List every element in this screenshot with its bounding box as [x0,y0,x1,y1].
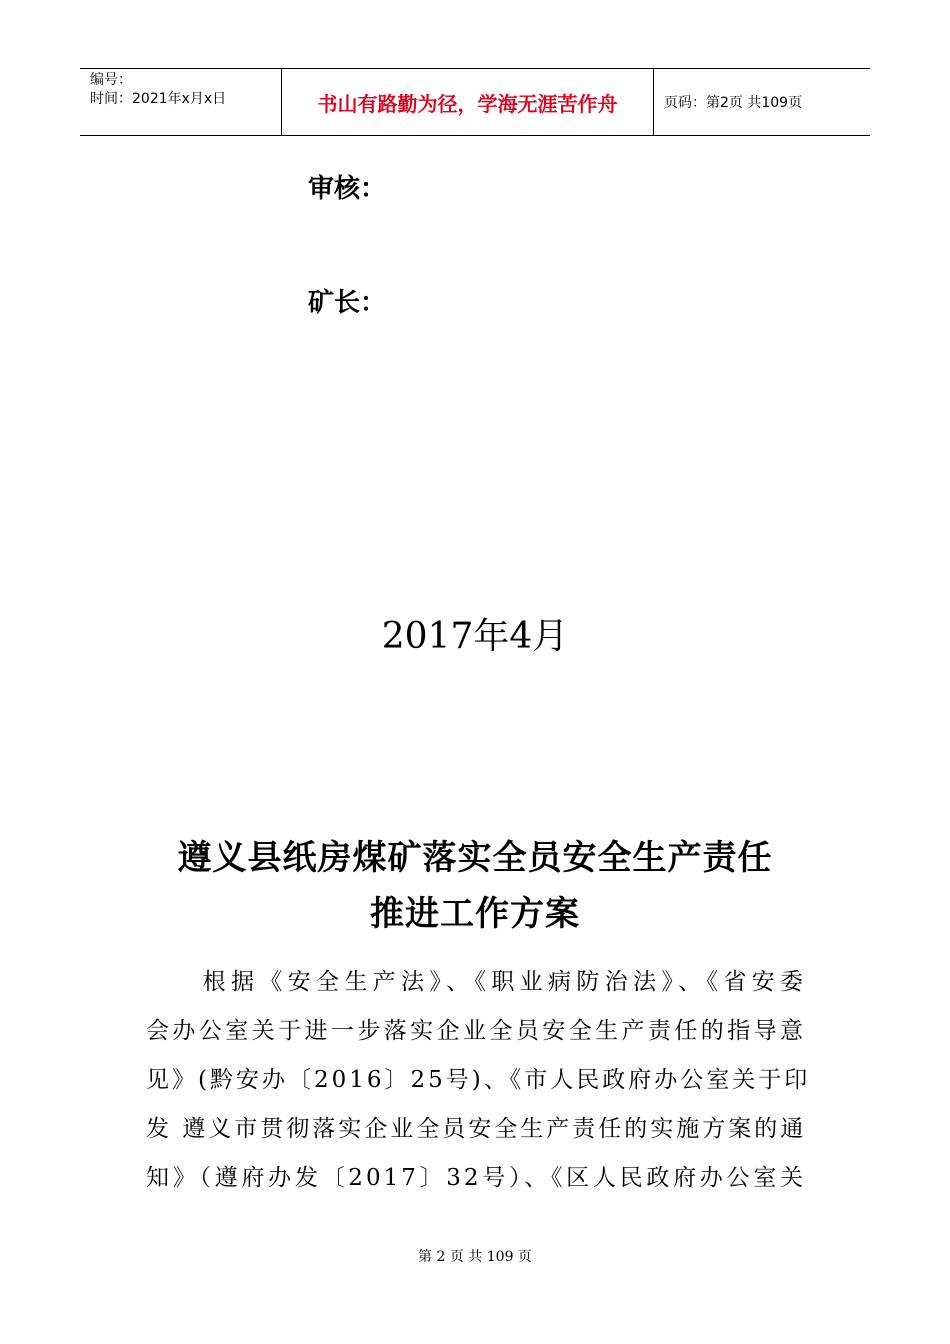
page-footer: 第 2 页 共 109 页 [418,1249,532,1265]
body-line: 见》(黔安办〔2016〕25号)、《市人民政府办公室关于印 [146,1067,811,1093]
page-header [80,68,870,136]
time-label: 时间：2021年x月x日 [90,91,227,107]
header-page-info: 页码：第2页 共109页 [664,95,803,111]
header-meta [80,69,282,135]
body-line: 根据《安全生产法》、《职业病防治法》、《省安委 [146,969,806,995]
review-signature-label: 审核： [308,174,387,204]
body-line: 会办公室关于进一步落实企业全员安全生产责任的指导意 [146,1018,806,1044]
number-label: 编号： [90,72,132,88]
document-title-line-2: 推进工作方案 [370,894,580,934]
document-date: 2017年4月 [381,616,569,657]
body-line: 发 遵义市贯彻落实企业全员安全生产责任的实施方案的通 [146,1116,807,1142]
mine-director-signature-label: 矿长： [308,288,387,318]
header-motto: 书山有路勤为径，学海无涯苦作舟 [282,69,654,135]
document-title-line-1: 遵义县纸房煤矿落实全员安全生产责任 [177,838,773,878]
body-paragraph [146,958,811,1203]
body-line: 知》（遵府办发〔2017〕32号）、《区人民政府办公室关 [146,1165,806,1191]
